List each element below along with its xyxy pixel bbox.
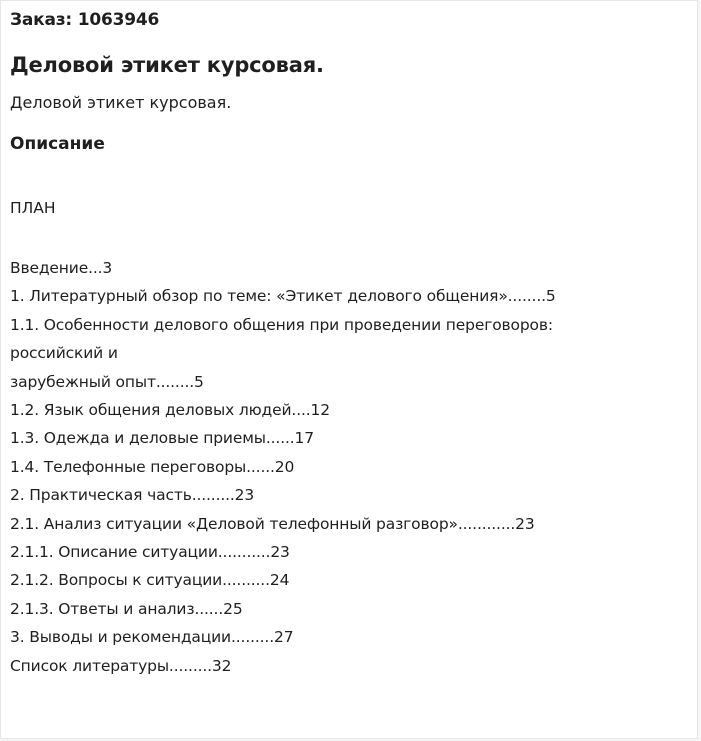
order-number: Заказ: 1063946 xyxy=(10,10,160,30)
toc-line: Введение...3 xyxy=(10,259,113,277)
plan-heading: ПЛАН xyxy=(10,199,56,217)
toc-line: 1. Литературный обзор по теме: «Этикет делового общения»........5 xyxy=(10,287,556,306)
toc-line: Список литературы.........32 xyxy=(10,656,232,675)
toc-line: 2.1.3. Ответы и анализ......25 xyxy=(10,599,243,618)
page-title: Деловой этикет курсовая. xyxy=(10,53,324,77)
toc-line: 2.1.1. Описание ситуации...........23 xyxy=(10,543,290,562)
toc-line: 1.4. Телефонные переговоры......20 xyxy=(10,457,295,476)
toc-line: 3. Выводы и рекомендации.........27 xyxy=(10,628,294,647)
table-of-contents xyxy=(10,254,690,680)
toc-line: 1.3. Одежда и деловые приемы......17 xyxy=(10,429,314,448)
toc-line: 1.1. Особенности делового общения при проведении переговоров: xyxy=(10,315,553,334)
toc-line: 2.1.2. Вопросы к ситуации..........24 xyxy=(10,571,290,590)
toc-line: 1.2. Язык общения деловых людей....12 xyxy=(10,401,330,420)
toc-line: 2.1. Анализ ситуации «Деловой телефонный разговор»............23 xyxy=(10,514,535,533)
toc-line: зарубежный опыт........5 xyxy=(10,372,204,391)
toc-line: российский и xyxy=(10,344,118,363)
description-heading: Описание xyxy=(10,134,105,154)
page-subtitle: Деловой этикет курсовая. xyxy=(10,93,232,112)
toc-line: 2. Практическая часть.........23 xyxy=(10,486,255,505)
